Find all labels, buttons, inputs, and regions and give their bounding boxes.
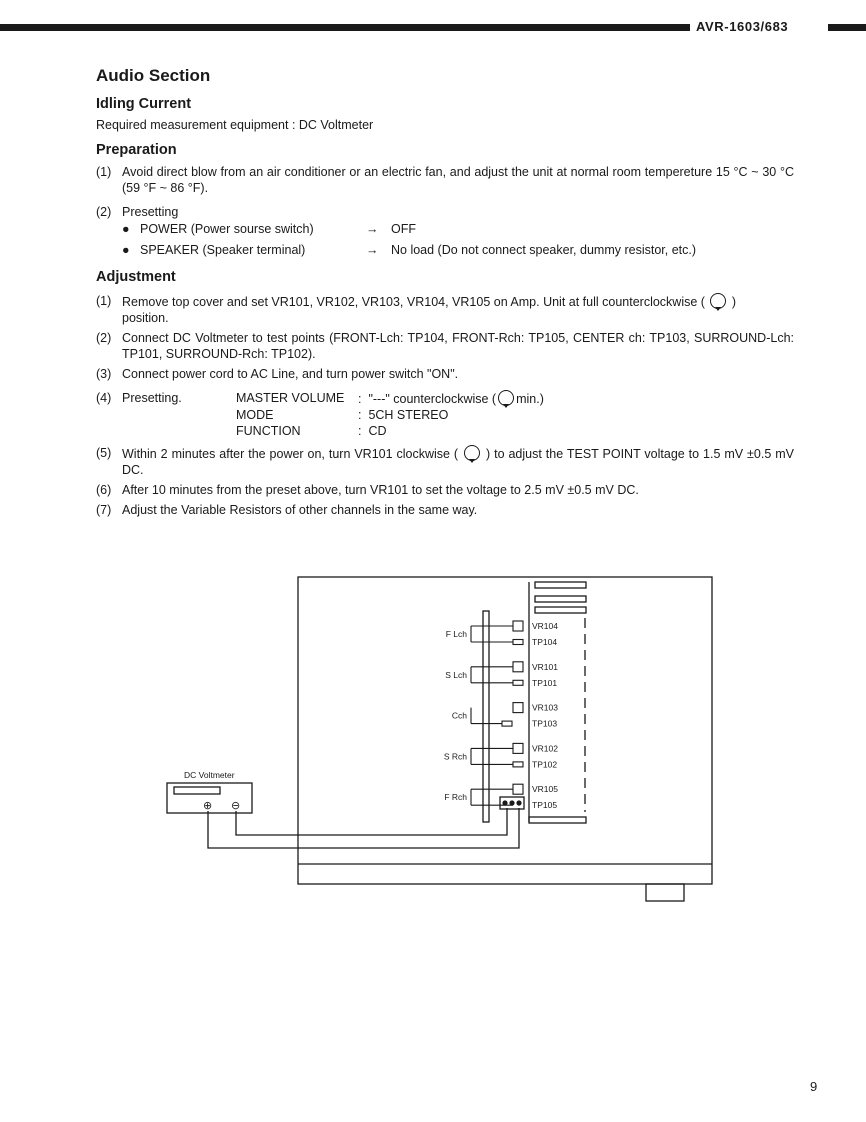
- vr-label: VR104: [532, 621, 558, 631]
- item-text: Avoid direct blow from an air conditioner or an electric fan, and adjust the unit at normal room tempereture 15 °C ~ 30 °C (59 °F ~ 86 °F).: [122, 165, 794, 195]
- preset-name: MASTER VOLUME: [236, 391, 345, 405]
- tp-pin: [513, 680, 523, 685]
- chassis-foot: [646, 884, 684, 901]
- arrow-icon: →: [366, 222, 379, 236]
- vr-label: VR101: [532, 661, 558, 672]
- channel-label: Cch: [451, 710, 467, 721]
- item-text: Connect DC Voltmeter to test points (FRONT-Lch: TP104, FRONT-Rch: TP105, CENTER ch: TP103, SURROUND-Lch: TP101, SURROUND-Rch: TP102).: [122, 331, 794, 361]
- channel-label: F Lch: [445, 629, 467, 639]
- page-number: 9: [810, 1079, 818, 1094]
- section-title: Audio Section: [96, 66, 211, 85]
- item-number: (7): [96, 503, 112, 517]
- tp-label: TP102: [532, 759, 558, 770]
- tp-label: TP101: [532, 677, 558, 688]
- item-text-end: ) to adjust the TEST POINT voltage to 1.5 mV ±0.5 mV DC.: [122, 447, 794, 477]
- board-strip: [535, 582, 586, 588]
- pcb-bar: [483, 611, 489, 822]
- item-text: Presetting: [122, 205, 179, 219]
- model-number: AVR-1603/683: [696, 19, 789, 34]
- probe-wire-minus: [236, 808, 507, 835]
- tp-pin: [513, 640, 523, 645]
- presetting-label: Presetting.: [122, 391, 182, 405]
- preset-value: : 5CH STEREO: [358, 408, 449, 422]
- item-number: (2): [96, 205, 112, 219]
- preset-value: OFF: [391, 222, 416, 236]
- item-text: Adjust the Variable Resistors of other channels in the same way.: [122, 503, 478, 517]
- channel-label: F Rch: [444, 792, 467, 803]
- item-text-cont: position.: [122, 311, 169, 325]
- vr-knob: [513, 784, 523, 794]
- preset-value: No load (Do not connect speaker, dummy resistor, etc.): [391, 243, 696, 257]
- item-text: After 10 minutes from the preset above, turn VR101 to set the voltage to 2.5 mV ±0.5 mV DC.: [122, 483, 639, 497]
- vr-knob: [513, 743, 523, 753]
- voltmeter-label: DC Voltmeter: [184, 770, 235, 780]
- probe-wire-plus: [208, 808, 519, 848]
- voltmeter-display: [174, 787, 220, 794]
- vr-knob: [513, 621, 523, 631]
- tp-label: TP103: [532, 718, 558, 729]
- board-strip: [535, 596, 586, 602]
- channel-group: [444, 621, 558, 810]
- vr-label: VR105: [532, 784, 558, 795]
- item-number: (5): [96, 446, 112, 460]
- preset-label: SPEAKER (Speaker terminal): [140, 243, 306, 257]
- plus-terminal-icon: ⊕: [203, 800, 213, 812]
- item-text: Within 2 minutes after the power on, turn VR101 clockwise (: [122, 447, 459, 461]
- vr-label: VR102: [532, 743, 558, 754]
- item-number: (1): [96, 294, 112, 308]
- item-text-end: ): [731, 295, 737, 309]
- minus-terminal-icon: ⊖: [231, 800, 241, 812]
- channel-label: S Rch: [443, 751, 467, 762]
- item-number: (1): [96, 165, 112, 179]
- bullet-icon: ●: [122, 222, 130, 236]
- idling-heading: Idling Current: [96, 96, 192, 112]
- channel-label: S Lch: [445, 669, 467, 680]
- item-number: (2): [96, 331, 112, 345]
- tp-pin: [502, 721, 512, 726]
- item-text: Connect power cord to AC Line, and turn power switch "ON".: [122, 367, 459, 381]
- item-number: (3): [96, 367, 112, 381]
- vr-label: VR103: [532, 702, 558, 713]
- preset-name: MODE: [236, 408, 274, 422]
- equipment-text: Required measurement equipment : DC Voltmeter: [96, 118, 374, 132]
- board-strip: [535, 607, 586, 613]
- arrow-icon: →: [366, 243, 379, 257]
- adjustment-heading: Adjustment: [96, 269, 176, 285]
- item-number: (6): [96, 483, 112, 497]
- board-strip: [529, 817, 586, 823]
- vr-knob: [513, 703, 523, 713]
- item-number: (4): [96, 391, 112, 405]
- amp-chassis-outline: [298, 577, 712, 884]
- preparation-heading: Preparation: [96, 142, 177, 158]
- vr-knob: [513, 662, 523, 672]
- preset-name: FUNCTION: [236, 424, 301, 438]
- tp-pin: [513, 762, 523, 767]
- tp-label: TP105: [532, 800, 558, 811]
- bullet-icon: ●: [122, 243, 130, 257]
- preset-value: : "---" counterclockwise ( min.): [358, 392, 544, 406]
- item-text: Remove top cover and set VR101, VR102, VR103, VR104, VR105 on Amp. Unit at full counterclockwise (: [122, 295, 705, 309]
- preset-value: : CD: [358, 424, 387, 438]
- connector-pin: [516, 800, 521, 805]
- preset-label: POWER (Power sourse switch): [140, 222, 314, 236]
- tp-label: TP104: [532, 637, 558, 647]
